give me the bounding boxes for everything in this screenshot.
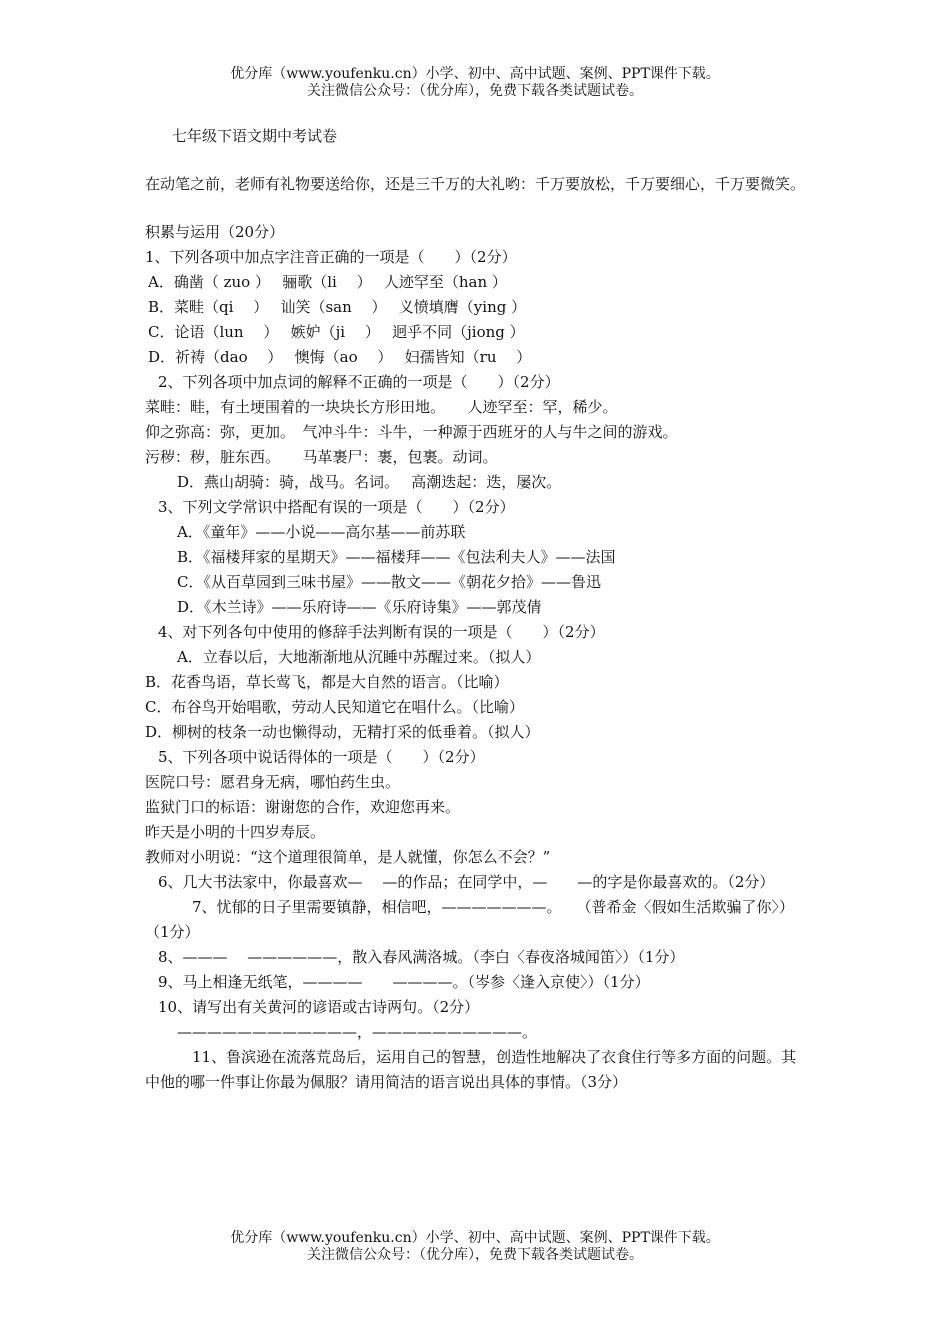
question-10-stem: 10、请写出有关黄河的谚语或古诗两句。（2分）	[158, 998, 480, 1016]
exam-title: 七年级下语文期中考试卷	[172, 127, 338, 145]
question-4-stem: 4、对下列各句中使用的修辞手法判断有误的一项是（ ）（2分）	[158, 623, 605, 641]
question-11: 11、鲁滨逊在流落荒岛后，运用自己的智慧，创造性地解决了衣食住行等多方面的问题。其中他的哪一件事让你最为佩服？请用简洁的语言说出具体的事情。（3分）	[145, 1048, 797, 1091]
exam-content	[145, 124, 810, 1095]
question-4-option-a: A．立春以后，大地渐渐地从沉睡中苏醒过来。（拟人）	[177, 648, 541, 666]
question-5-option-b: 监狱门口的标语：谢谢您的合作，欢迎您再来。	[145, 798, 461, 816]
question-7: 7、忧郁的日子里需要镇静，相信吧，———————。 （普希金〈假如生活欺骗了你〉） （1分）	[145, 898, 807, 941]
footer-line-1: 优分库（www.youfenku.cn）小学、初中、高中试题、案例、PPT课件下载。	[230, 1230, 720, 1246]
question-4-option-b: B．花香鸟语，草长莺飞，都是大自然的语言。（比喻）	[145, 673, 509, 691]
question-3-option-d: D．《木兰诗》——乐府诗——《乐府诗集》——郭茂倩	[177, 598, 542, 616]
question-1-option-b: B．菜畦（qi ） 讪笑（san ） 义愤填膺（ying ）	[148, 298, 527, 316]
question-3-option-a: A．《童年》——小说——高尔基——前苏联	[177, 523, 466, 541]
question-2-option-a: 菜畦：畦，有土埂围着的一块块长方形田地。 人迹罕至：罕，稀少。	[145, 398, 618, 416]
question-2-option-b: 仰之弥高：弥，更加。 气冲斗牛：斗牛，一种源于西班牙的人与牛之间的游戏。	[145, 423, 678, 441]
question-5-option-c: 昨天是小明的十四岁寿辰。	[145, 823, 326, 841]
page-header	[0, 66, 950, 100]
question-2-option-c: 污秽：秽，脏东西。 马革裹尸：裹，包裹。动词。	[145, 448, 498, 466]
question-1-stem: 1、下列各项中加点字注音正确的一项是（ ）（2分）	[145, 248, 517, 266]
page-footer	[0, 1230, 950, 1264]
question-4-option-c: C．布谷鸟开始唱歌，劳动人民知道它在唱什么。（比喻）	[145, 698, 524, 716]
question-1-option-d: D．祈祷（dao ） 懊悔（ao ） 妇孺皆知（ru ）	[148, 348, 532, 366]
question-3-option-c: C．《从百草园到三味书屋》——散文——《朝花夕拾》——鲁迅	[177, 573, 601, 591]
question-3-stem: 3、下列文学常识中搭配有误的一项是（ ）（2分）	[158, 498, 515, 516]
section-heading: 积累与运用（20分）	[145, 223, 285, 241]
question-6: 6、几大书法家中，你最喜欢— —的作品；在同学中，— —的字是你最喜欢的。（2分）	[158, 873, 775, 891]
intro-text: 在动笔之前，老师有礼物要送给你，还是三千万的大礼哟：千万要放松，千万要细心，千万要微笑。	[145, 175, 806, 193]
footer-line-2: 关注微信公众号：（优分库），免费下载各类试题试卷。	[307, 1247, 643, 1263]
question-5-option-a: 医院口号：愿君身无病，哪怕药生虫。	[145, 773, 401, 791]
question-3-option-b: B．《福楼拜家的星期天》——福楼拜——《包法利夫人》——法国	[177, 548, 616, 566]
question-1-option-a: A．确凿（ zuo ） 骊歌（li ） 人迹罕至（han ）	[148, 273, 507, 291]
question-1-option-c: C．论语（lun ） 嫉妒（ji ） 迥乎不同（jiong ）	[148, 323, 525, 341]
question-5-stem: 5、下列各项中说话得体的一项是（ ）（2分）	[158, 748, 485, 766]
question-8: 8、——— ——————，散入春风满洛城。（李白〈春夜洛城闻笛〉）（1分）	[158, 948, 685, 966]
question-4-option-d: D．柳树的枝条一动也懒得动，无精打采的低垂着。（拟人）	[145, 723, 540, 741]
question-2-option-d: D．燕山胡骑：骑，战马。名词。 高潮迭起：迭，屡次。	[177, 473, 562, 491]
question-9: 9、马上相逢无纸笔，———— ————。（岑参〈逢入京使〉）（1分）	[158, 973, 650, 991]
question-2-stem: 2、下列各项中加点词的解释不正确的一项是（ ）（2分）	[158, 373, 560, 391]
header-line-2: 关注微信公众号：（优分库），免费下载各类试题试卷。	[307, 83, 643, 99]
question-5-option-d: 教师对小明说：“这个道理很简单，是人就懂，你怎么不会？”	[145, 848, 551, 866]
header-line-1: 优分库（www.youfenku.cn）小学、初中、高中试题、案例、PPT课件下载。	[230, 66, 720, 82]
question-10-answer-blank: ————————————，——————————。	[177, 1023, 538, 1041]
